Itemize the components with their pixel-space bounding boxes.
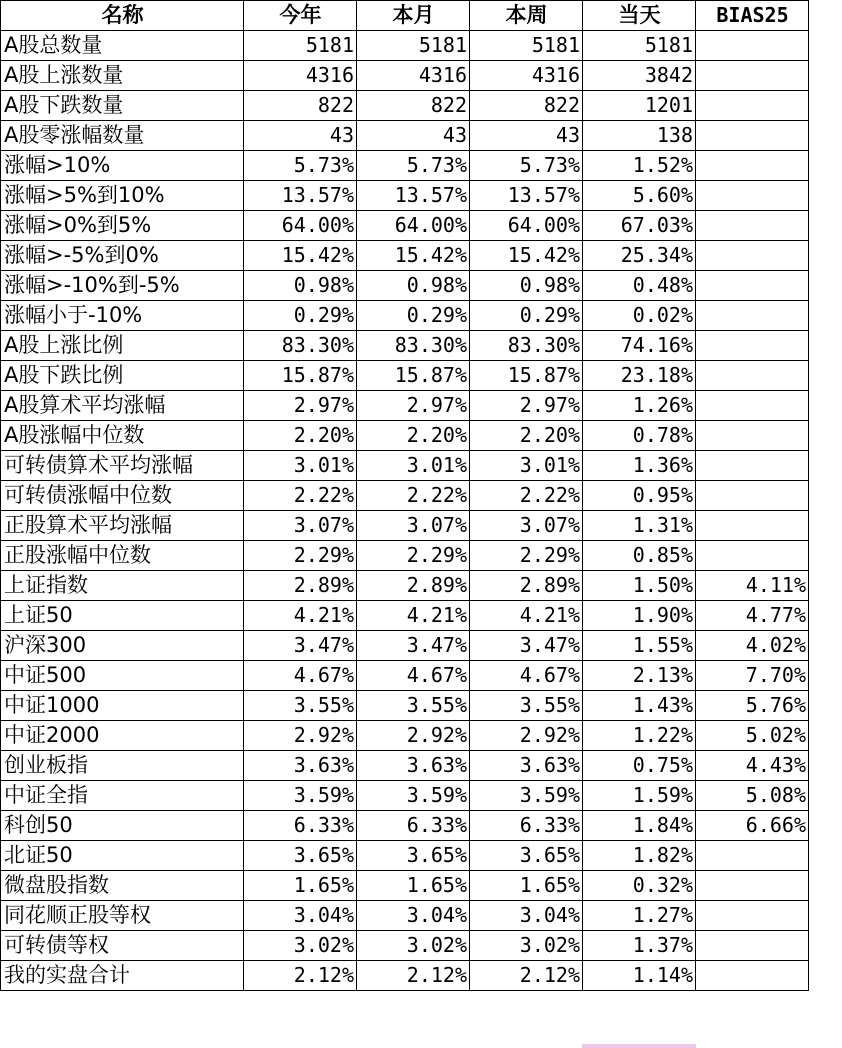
table-row: [1, 571, 809, 601]
table-row: [1, 31, 809, 61]
this-month-cell[interactable]: 1.65%: [357, 871, 470, 901]
this-month-cell[interactable]: 3.02%: [357, 931, 470, 961]
table-row: [1, 91, 809, 121]
today-cell[interactable]: 0.75%: [583, 751, 696, 781]
today-cell[interactable]: 0.85%: [583, 541, 696, 571]
this-week-cell[interactable]: 15.42%: [470, 241, 583, 271]
this-month-cell[interactable]: 3.65%: [357, 841, 470, 871]
this-year-cell[interactable]: 822: [244, 91, 357, 121]
this-month-cell[interactable]: 15.87%: [357, 361, 470, 391]
this-week-cell[interactable]: 4316: [470, 61, 583, 91]
this-year-cell[interactable]: 0.29%: [244, 301, 357, 331]
this-month-cell[interactable]: 4.21%: [357, 601, 470, 631]
today-cell[interactable]: 0.02%: [583, 301, 696, 331]
this-month-cell[interactable]: 2.92%: [357, 721, 470, 751]
this-year-cell[interactable]: 3.65%: [244, 841, 357, 871]
this-week-cell[interactable]: 0.29%: [470, 301, 583, 331]
this-month-cell[interactable]: 822: [357, 91, 470, 121]
bias25-cell[interactable]: [696, 181, 809, 211]
today-cell[interactable]: 23.18%: [583, 361, 696, 391]
table-row: [1, 631, 809, 661]
bias25-cell[interactable]: 5.08%: [696, 781, 809, 811]
row-label-cell[interactable]: 微盘股指数: [1, 871, 244, 901]
today-cell[interactable]: 1201: [583, 91, 696, 121]
today-cell[interactable]: 1.14%: [583, 961, 696, 991]
today-cell[interactable]: 74.16%: [583, 331, 696, 361]
table-row: [1, 211, 809, 241]
table-row: [1, 121, 809, 151]
this-week-cell[interactable]: 2.12%: [470, 961, 583, 991]
this-month-cell[interactable]: 13.57%: [357, 181, 470, 211]
header-this-month[interactable]: 本月: [357, 1, 470, 31]
this-week-cell[interactable]: 3.65%: [470, 841, 583, 871]
this-week-cell[interactable]: 5181: [470, 31, 583, 61]
table-row: [1, 241, 809, 271]
bias25-cell[interactable]: [696, 421, 809, 451]
table-row: [1, 481, 809, 511]
this-year-cell[interactable]: 5.73%: [244, 151, 357, 181]
this-month-cell[interactable]: 3.55%: [357, 691, 470, 721]
today-cell[interactable]: 1.36%: [583, 451, 696, 481]
this-week-cell[interactable]: 2.20%: [470, 421, 583, 451]
row-label-cell[interactable]: 同花顺正股等权: [1, 901, 244, 931]
this-year-cell[interactable]: 2.20%: [244, 421, 357, 451]
table-row: [1, 751, 809, 781]
this-week-cell[interactable]: 13.57%: [470, 181, 583, 211]
this-month-cell[interactable]: 64.00%: [357, 211, 470, 241]
header-this-year[interactable]: 今年: [244, 1, 357, 31]
this-month-cell[interactable]: 3.04%: [357, 901, 470, 931]
table-row: [1, 181, 809, 211]
this-year-cell[interactable]: 13.57%: [244, 181, 357, 211]
bias25-cell[interactable]: [696, 271, 809, 301]
bias25-cell[interactable]: [696, 391, 809, 421]
today-cell[interactable]: 1.52%: [583, 151, 696, 181]
table-row: [1, 931, 809, 961]
table-row: [1, 601, 809, 631]
table-row: [1, 331, 809, 361]
table-row: [1, 451, 809, 481]
today-cell[interactable]: 1.27%: [583, 901, 696, 931]
this-month-cell[interactable]: 4.67%: [357, 661, 470, 691]
this-month-cell[interactable]: 3.63%: [357, 751, 470, 781]
this-year-cell[interactable]: 4316: [244, 61, 357, 91]
bias25-cell[interactable]: 4.11%: [696, 571, 809, 601]
this-month-cell[interactable]: 15.42%: [357, 241, 470, 271]
this-year-cell[interactable]: 4.67%: [244, 661, 357, 691]
today-cell[interactable]: 67.03%: [583, 211, 696, 241]
row-label-cell[interactable]: 可转债等权: [1, 931, 244, 961]
header-this-week[interactable]: 本周: [470, 1, 583, 31]
bias25-cell[interactable]: [696, 901, 809, 931]
today-cell[interactable]: 1.84%: [583, 811, 696, 841]
table-row: [1, 391, 809, 421]
bias25-cell[interactable]: [696, 241, 809, 271]
this-week-cell[interactable]: 5.73%: [470, 151, 583, 181]
header-bias25[interactable]: BIAS25: [696, 1, 809, 31]
row-label-cell[interactable]: A股上涨比例: [1, 331, 244, 361]
this-year-cell[interactable]: 4.21%: [244, 601, 357, 631]
row-label-cell[interactable]: A股下跌数量: [1, 91, 244, 121]
today-cell[interactable]: 1.59%: [583, 781, 696, 811]
today-cell[interactable]: 0.95%: [583, 481, 696, 511]
row-label-cell[interactable]: 正股算术平均涨幅: [1, 511, 244, 541]
table-row: [1, 661, 809, 691]
row-label-cell[interactable]: 科创50: [1, 811, 244, 841]
row-label-cell[interactable]: A股零涨幅数量: [1, 121, 244, 151]
row-label-cell[interactable]: 中证500: [1, 661, 244, 691]
this-year-cell[interactable]: 3.04%: [244, 901, 357, 931]
row-label-cell[interactable]: A股算术平均涨幅: [1, 391, 244, 421]
this-year-cell[interactable]: 3.59%: [244, 781, 357, 811]
table-row: [1, 361, 809, 391]
this-month-cell[interactable]: 4316: [357, 61, 470, 91]
bias25-cell[interactable]: [696, 91, 809, 121]
this-week-cell[interactable]: 3.01%: [470, 451, 583, 481]
this-year-cell[interactable]: 64.00%: [244, 211, 357, 241]
row-label-cell[interactable]: 上证50: [1, 601, 244, 631]
this-week-cell[interactable]: 2.29%: [470, 541, 583, 571]
row-label-cell[interactable]: A股总数量: [1, 31, 244, 61]
row-label-cell[interactable]: 正股涨幅中位数: [1, 541, 244, 571]
this-week-cell[interactable]: 2.22%: [470, 481, 583, 511]
row-label-cell[interactable]: 中证全指: [1, 781, 244, 811]
row-label-cell[interactable]: A股上涨数量: [1, 61, 244, 91]
today-cell[interactable]: 1.50%: [583, 571, 696, 601]
bias25-cell[interactable]: [696, 61, 809, 91]
table-row: [1, 151, 809, 181]
this-month-cell[interactable]: 6.33%: [357, 811, 470, 841]
this-month-cell[interactable]: 2.22%: [357, 481, 470, 511]
this-year-cell[interactable]: 2.12%: [244, 961, 357, 991]
this-year-cell[interactable]: 2.22%: [244, 481, 357, 511]
this-week-cell[interactable]: 3.55%: [470, 691, 583, 721]
this-month-cell[interactable]: 0.98%: [357, 271, 470, 301]
table-row: [1, 421, 809, 451]
header-today[interactable]: 当天: [583, 1, 696, 31]
bias25-cell[interactable]: 4.77%: [696, 601, 809, 631]
row-label-cell[interactable]: A股下跌比例: [1, 361, 244, 391]
this-year-cell[interactable]: 43: [244, 121, 357, 151]
bias25-cell[interactable]: [696, 871, 809, 901]
today-cell[interactable]: 0.32%: [583, 871, 696, 901]
this-week-cell[interactable]: 3.04%: [470, 901, 583, 931]
this-year-cell[interactable]: 2.92%: [244, 721, 357, 751]
bias25-cell[interactable]: [696, 151, 809, 181]
this-year-cell[interactable]: 15.87%: [244, 361, 357, 391]
row-label-cell[interactable]: 可转债算术平均涨幅: [1, 451, 244, 481]
table-row: [1, 871, 809, 901]
today-cell[interactable]: 1.31%: [583, 511, 696, 541]
this-month-cell[interactable]: 43: [357, 121, 470, 151]
today-cell[interactable]: 1.26%: [583, 391, 696, 421]
table-row: [1, 691, 809, 721]
this-week-cell[interactable]: 4.21%: [470, 601, 583, 631]
this-week-cell[interactable]: 2.97%: [470, 391, 583, 421]
bias25-cell[interactable]: 6.66%: [696, 811, 809, 841]
this-month-cell[interactable]: 2.97%: [357, 391, 470, 421]
bias25-cell[interactable]: [696, 331, 809, 361]
this-month-cell[interactable]: 2.29%: [357, 541, 470, 571]
bias25-cell[interactable]: [696, 451, 809, 481]
this-year-cell[interactable]: 1.65%: [244, 871, 357, 901]
this-month-cell[interactable]: 5.73%: [357, 151, 470, 181]
this-month-cell[interactable]: 2.89%: [357, 571, 470, 601]
this-month-cell[interactable]: 83.30%: [357, 331, 470, 361]
row-label-cell[interactable]: 涨幅>5%到10%: [1, 181, 244, 211]
this-month-cell[interactable]: 3.47%: [357, 631, 470, 661]
bias25-cell[interactable]: 4.43%: [696, 751, 809, 781]
this-year-cell[interactable]: 2.89%: [244, 571, 357, 601]
bias25-cell[interactable]: 7.70%: [696, 661, 809, 691]
this-year-cell[interactable]: 0.98%: [244, 271, 357, 301]
this-week-cell[interactable]: 64.00%: [470, 211, 583, 241]
this-year-cell[interactable]: 2.97%: [244, 391, 357, 421]
row-label-cell[interactable]: A股涨幅中位数: [1, 421, 244, 451]
bias25-cell[interactable]: [696, 511, 809, 541]
bias25-cell[interactable]: [696, 931, 809, 961]
this-week-cell[interactable]: 3.02%: [470, 931, 583, 961]
today-cell[interactable]: 1.37%: [583, 931, 696, 961]
table-row: [1, 271, 809, 301]
this-year-cell[interactable]: 3.55%: [244, 691, 357, 721]
this-week-cell[interactable]: 6.33%: [470, 811, 583, 841]
this-week-cell[interactable]: 3.59%: [470, 781, 583, 811]
today-cell[interactable]: 1.55%: [583, 631, 696, 661]
table-row: [1, 841, 809, 871]
this-year-cell[interactable]: 3.07%: [244, 511, 357, 541]
this-year-cell[interactable]: 6.33%: [244, 811, 357, 841]
row-label-cell[interactable]: 涨幅>10%: [1, 151, 244, 181]
header-row: [1, 1, 809, 31]
row-label-cell[interactable]: 创业板指: [1, 751, 244, 781]
row-label-cell[interactable]: 北证50: [1, 841, 244, 871]
this-year-cell[interactable]: 3.02%: [244, 931, 357, 961]
row-label-cell[interactable]: 涨幅>0%到5%: [1, 211, 244, 241]
table-row: [1, 901, 809, 931]
today-cell[interactable]: 0.48%: [583, 271, 696, 301]
this-year-cell[interactable]: 2.29%: [244, 541, 357, 571]
today-cell[interactable]: 138: [583, 121, 696, 151]
today-cell[interactable]: 5.60%: [583, 181, 696, 211]
today-cell[interactable]: 1.43%: [583, 691, 696, 721]
bias25-cell[interactable]: [696, 961, 809, 991]
bias25-cell[interactable]: [696, 121, 809, 151]
bias25-cell[interactable]: 5.02%: [696, 721, 809, 751]
bias25-cell[interactable]: [696, 541, 809, 571]
this-week-cell[interactable]: 3.47%: [470, 631, 583, 661]
today-cell[interactable]: 2.13%: [583, 661, 696, 691]
row-label-cell[interactable]: 上证指数: [1, 571, 244, 601]
bias25-cell[interactable]: 5.76%: [696, 691, 809, 721]
this-year-cell[interactable]: 3.01%: [244, 451, 357, 481]
this-week-cell[interactable]: 0.98%: [470, 271, 583, 301]
bias25-cell[interactable]: [696, 841, 809, 871]
this-week-cell[interactable]: 3.07%: [470, 511, 583, 541]
row-label-cell[interactable]: 沪深300: [1, 631, 244, 661]
today-cell[interactable]: 3842: [583, 61, 696, 91]
this-month-cell[interactable]: 2.20%: [357, 421, 470, 451]
table-row: [1, 61, 809, 91]
this-year-cell[interactable]: 5181: [244, 31, 357, 61]
this-week-cell[interactable]: 1.65%: [470, 871, 583, 901]
this-month-cell[interactable]: 3.59%: [357, 781, 470, 811]
table-row: [1, 811, 809, 841]
table-row: [1, 781, 809, 811]
today-cell[interactable]: 0.78%: [583, 421, 696, 451]
row-label-cell[interactable]: 中证1000: [1, 691, 244, 721]
this-week-cell[interactable]: 15.87%: [470, 361, 583, 391]
bias25-cell[interactable]: [696, 31, 809, 61]
today-cell[interactable]: 5181: [583, 31, 696, 61]
today-cell[interactable]: 25.34%: [583, 241, 696, 271]
row-label-cell[interactable]: 涨幅>-10%到-5%: [1, 271, 244, 301]
row-label-cell[interactable]: 可转债涨幅中位数: [1, 481, 244, 511]
row-label-cell[interactable]: 涨幅小于-10%: [1, 301, 244, 331]
table-row: [1, 721, 809, 751]
this-year-cell[interactable]: 15.42%: [244, 241, 357, 271]
this-year-cell[interactable]: 3.47%: [244, 631, 357, 661]
table-row: [1, 961, 809, 991]
this-week-cell[interactable]: 822: [470, 91, 583, 121]
selection-highlight: [582, 1044, 696, 1048]
today-cell[interactable]: 1.90%: [583, 601, 696, 631]
bias25-cell[interactable]: [696, 481, 809, 511]
today-cell[interactable]: 1.22%: [583, 721, 696, 751]
row-label-cell[interactable]: 我的实盘合计: [1, 961, 244, 991]
this-year-cell[interactable]: 83.30%: [244, 331, 357, 361]
row-label-cell[interactable]: 中证2000: [1, 721, 244, 751]
table-row: [1, 301, 809, 331]
this-month-cell[interactable]: 3.07%: [357, 511, 470, 541]
this-month-cell[interactable]: 3.01%: [357, 451, 470, 481]
this-month-cell[interactable]: 0.29%: [357, 301, 470, 331]
this-week-cell[interactable]: 83.30%: [470, 331, 583, 361]
this-year-cell[interactable]: 3.63%: [244, 751, 357, 781]
this-week-cell[interactable]: 4.67%: [470, 661, 583, 691]
header-name[interactable]: 名称: [1, 1, 244, 31]
this-month-cell[interactable]: 2.12%: [357, 961, 470, 991]
this-week-cell[interactable]: 3.63%: [470, 751, 583, 781]
bias25-cell[interactable]: 4.02%: [696, 631, 809, 661]
this-week-cell[interactable]: 2.92%: [470, 721, 583, 751]
this-week-cell[interactable]: 43: [470, 121, 583, 151]
bias25-cell[interactable]: [696, 361, 809, 391]
this-week-cell[interactable]: 2.89%: [470, 571, 583, 601]
table-row: [1, 511, 809, 541]
bias25-cell[interactable]: [696, 301, 809, 331]
table-row: [1, 541, 809, 571]
table-body: [1, 31, 809, 991]
this-month-cell[interactable]: 5181: [357, 31, 470, 61]
bias25-cell[interactable]: [696, 211, 809, 241]
row-label-cell[interactable]: 涨幅>-5%到0%: [1, 241, 244, 271]
today-cell[interactable]: 1.82%: [583, 841, 696, 871]
